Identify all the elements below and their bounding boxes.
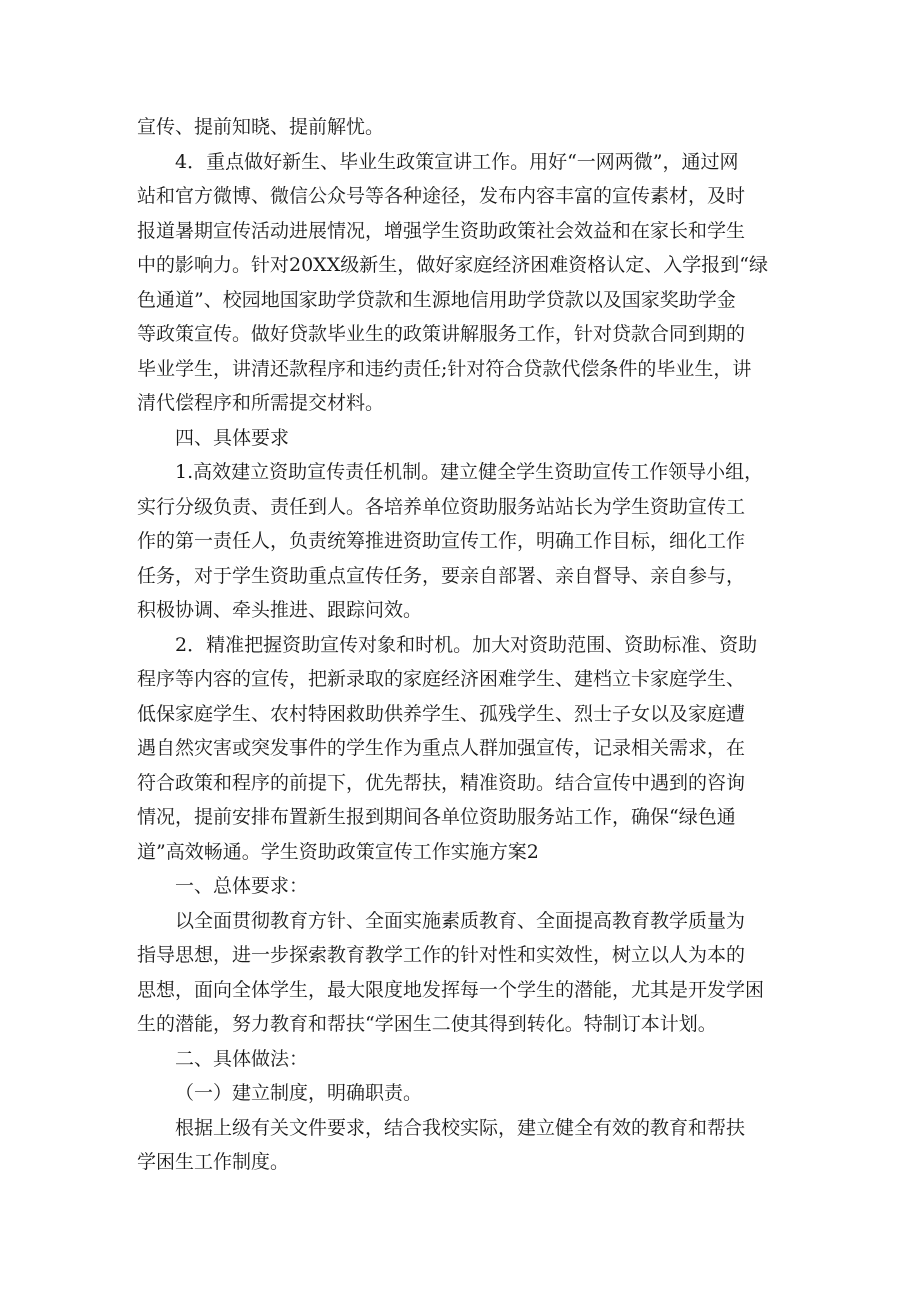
text-line: 低保家庭学生、农村特困救助供养学生、孤残学生、烈士子女以及家庭遭 [137, 702, 746, 725]
text-line: 等政策宣传。做好贷款毕业生的政策讲解服务工作，针对贷款合同到期的 [137, 323, 746, 345]
text-line: 毕业学生，讲清还款程序和违约责任;针对符合贷款代偿条件的毕业生，讲 [137, 357, 752, 380]
text-line: 四、具体要求 [175, 426, 290, 449]
text-line: 作的第一责任人，负责统筹推进资助宣传工作，明确工作目标，细化工作 [137, 530, 746, 552]
text-line: 任务，对于学生资助重点宣传任务，要亲自部署、亲自督导、亲自参与， [137, 564, 746, 587]
document-page [137, 110, 787, 1180]
text-line: 生的潜能，努力教育和帮扶“学困生二使其得到转化。特制订本计划。 [137, 1013, 717, 1035]
text-line: 宣传、提前知晓、提前解忧。 [137, 116, 385, 138]
text-line: 遇自然灾害或突发事件的学生作为重点人群加强宣传，记录相关需求，在 [137, 737, 746, 759]
text-line: 学困生工作制度。 [137, 1151, 290, 1173]
text-line: 根据上级有关文件要求，结合我校实际，建立健全有效的教育和帮扶 [175, 1116, 746, 1139]
text-line: （一）建立制度，明确职责。 [175, 1082, 423, 1104]
text-line: 一、总体要求： [175, 875, 309, 897]
text-line: 二、具体做法： [175, 1047, 309, 1070]
text-line: 2．精准把握资助宣传对象和时机。加大对资助范围、资助标准、资助 [175, 633, 758, 656]
text-line: 积极协调、牵头推进、跟踪问效。 [137, 599, 423, 621]
text-line: 1.高效建立资助宣传责任机制。建立健全学生资助宣传工作领导小组， [175, 461, 764, 483]
text-line: 实行分级负责、责任到人。各培养单位资助服务站站长为学生资助宣传工 [137, 495, 746, 518]
text-line: 清代偿程序和所需提交材料。 [137, 392, 385, 414]
text-line: 报道暑期宣传活动进展情况，增强学生资助政策社会效益和在家长和学生 [137, 219, 746, 242]
text-line: 指导思想，进一步探索教育教学工作的针对性和实效性，树立以人为本的 [137, 944, 746, 966]
text-line: 符合政策和程序的前提下，优先帮扶，精准资助。结合宣传中遇到的咨询 [137, 771, 746, 794]
text-line: 色通道”、校园地国家助学贷款和生源地信用助学贷款以及国家奖助学金 [137, 288, 736, 311]
text-line: 站和官方微博、微信公众号等各种途径，发布内容丰富的宣传素材，及时 [137, 185, 746, 207]
text-line: 道”高效畅通。学生资助政策宣传工作实施方案2 [137, 840, 539, 863]
text-line: 中的影响力。针对20XX级新生，做好家庭经济困难资格认定、入学报到“绿 [137, 254, 768, 276]
text-line: 思想，面向全体学生，最大限度地发挥每一个学生的潜能，尤其是开发学困 [137, 978, 765, 1001]
text-line: 情况，提前安排布置新生报到期间各单位资助服务站工作，确保“绿色通 [137, 806, 736, 828]
text-line: 程序等内容的宣传，把新录取的家庭经济困难学生、建档立卡家庭学生、 [137, 668, 746, 690]
text-line: 4．重点做好新生、毕业生政策宣讲工作。用好“一网两微”，通过网 [175, 150, 739, 173]
text-line: 以全面贯彻教育方针、全面实施素质教育、全面提高教育教学质量为 [175, 909, 746, 932]
